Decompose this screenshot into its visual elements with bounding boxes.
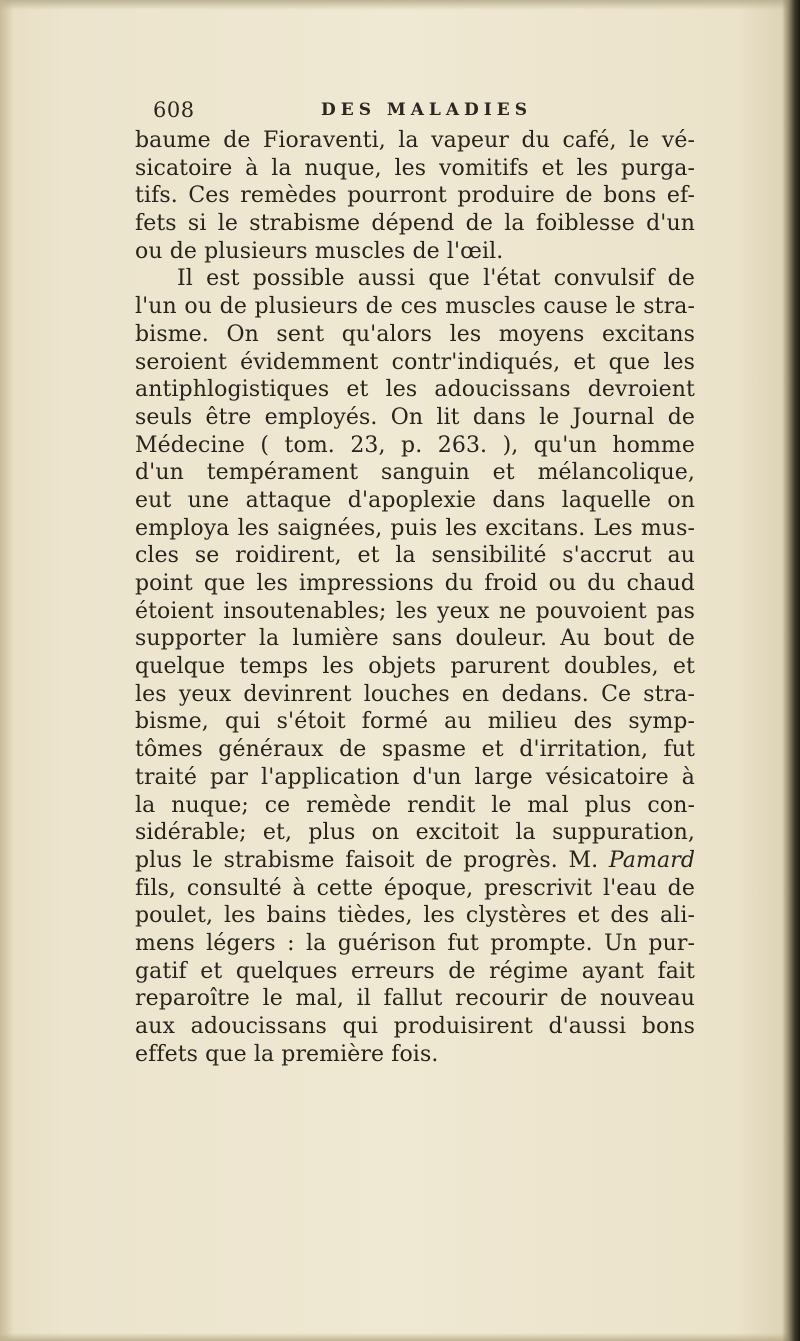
text-line: mens légers : la guérison fut prompte. Un pur- xyxy=(135,930,695,956)
text-line: seroient évidemment contr'indiqués, et que les xyxy=(135,349,695,375)
paragraph-start-line: Il est possible aussi que l'état convulsif de xyxy=(177,266,695,292)
text-line: baume de Fioraventi, la vapeur du café, le vé- xyxy=(135,128,695,153)
text-line: cles se roidirent, et la sensibilité s'accrut au xyxy=(135,543,695,569)
text-line: effets que la première fois. xyxy=(135,1041,439,1067)
running-head xyxy=(133,98,603,128)
text-fragment: plus le strabisme faisoit de progrès. M. xyxy=(135,847,609,873)
text-line: fils, consulté à cette époque, prescrivit l'eau de xyxy=(135,875,695,901)
text-line: point que les impressions du froid ou du chaud xyxy=(135,571,695,596)
bottom-edge-shadow xyxy=(0,1333,800,1341)
text-line: l'un ou de plusieurs de ces muscles cause le stra- xyxy=(135,294,695,320)
text-line: gatif et quelques erreurs de régime ayant fait xyxy=(135,958,695,984)
text-line: poulet, les bains tièdes, les clystères et des ali- xyxy=(135,903,695,929)
text-line: étoient insoutenables; les yeux ne pouvoient pas xyxy=(135,598,695,624)
text-line: d'un tempérament sanguin et mélancolique, xyxy=(135,460,695,486)
text-line: seuls être employés. On lit dans le Journal de xyxy=(135,404,695,430)
text-line: antiphlogistiques et les adoucissans devroient xyxy=(135,377,695,403)
text-line: reparoître le mal, il fallut recourir de nouveau xyxy=(135,986,695,1012)
text-line: quelque temps les objets parurent doubles, et xyxy=(135,654,695,680)
text-line: tifs. Ces remèdes pourront produire de bons ef- xyxy=(135,183,695,209)
text-line: eut une attaque d'apoplexie dans laquelle on xyxy=(135,487,695,513)
page-number: 608 xyxy=(153,98,195,122)
italic-name: Pamard xyxy=(608,847,695,873)
spine-shadow xyxy=(0,0,14,1341)
top-edge-shadow xyxy=(0,0,800,10)
text-line: aux adoucissans qui produisirent d'aussi bons xyxy=(135,1014,695,1039)
text-line: sicatoire à la nuque, les vomitifs et les purga- xyxy=(135,155,695,181)
text-line: tômes généraux de spasme et d'irritation, fut xyxy=(135,737,695,763)
text-line: supporter la lumière sans douleur. Au bout de xyxy=(135,626,695,652)
text-line-with-name xyxy=(135,847,695,875)
text-line: les yeux devinrent louches en dedans. Ce stra- xyxy=(135,681,695,707)
text-line: bisme. On sent qu'alors les moyens excitans xyxy=(135,321,695,347)
text-line: ou de plusieurs muscles de l'œil. xyxy=(135,238,504,264)
text-line: sidérable; et, plus on excitoit la suppuration, xyxy=(135,820,695,846)
running-title: DES MALADIES xyxy=(321,100,532,120)
text-line: employa les saignées, puis les excitans. Les mus- xyxy=(135,515,695,541)
page-edge-shadow xyxy=(782,0,800,1341)
body-text xyxy=(135,127,695,1068)
text-line: la nuque; ce remède rendit le mal plus con- xyxy=(135,792,695,818)
text-line: traité par l'application d'un large vésicatoire à xyxy=(135,764,695,790)
text-line: fets si le strabisme dépend de la foiblesse d'un xyxy=(135,211,695,237)
text-line: bisme, qui s'étoit formé au milieu des symp- xyxy=(135,709,695,735)
text-line: Médecine ( tom. 23, p. 263. ), qu'un homme xyxy=(135,432,695,458)
